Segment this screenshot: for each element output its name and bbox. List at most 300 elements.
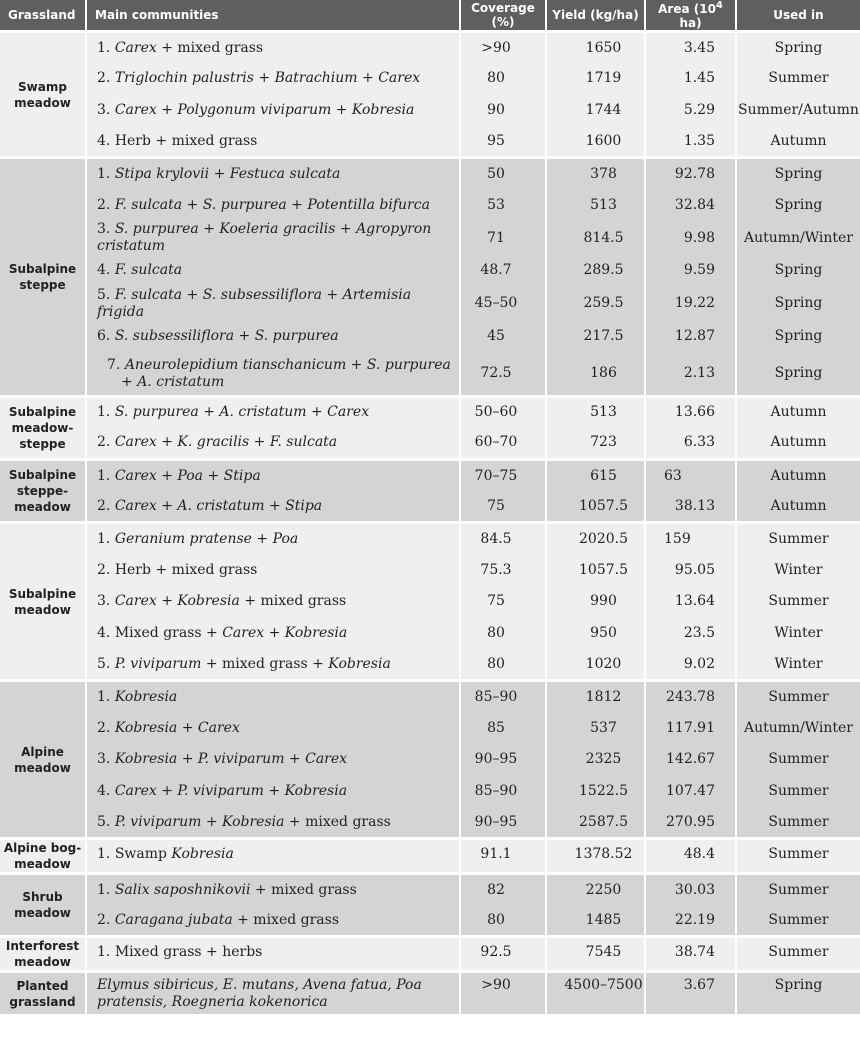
coverage-cell: 71 [460,221,546,255]
coverage-cell: 60–70 [460,428,546,460]
header-area-pre: Area (10 [658,2,716,17]
table-row [0,126,860,158]
community-text: + [182,286,203,303]
species-name: Kobresia [284,624,348,641]
species-name: Triglochin palustris [114,70,254,87]
species-name: A. cristatum [219,404,307,421]
yield-cell: 1719 [546,63,645,95]
community-cell [86,649,460,681]
community-text: + [251,530,273,547]
species-name: F. sulcata [114,262,183,279]
yield-cell: 2325 [546,744,645,776]
table-row [0,937,860,972]
community-text: + [121,373,138,390]
species-name: S. subsessiliflora [202,286,322,303]
area-cell: 9.02 [645,649,736,681]
area-cell: 48.4 [645,839,736,874]
coverage-cell: 91.1 [460,839,546,874]
row-number: 2. [97,434,115,451]
used-in-cell: Winter [736,554,860,586]
table-row [0,649,860,681]
used-in-cell: Spring [736,255,860,287]
table-row [0,775,860,807]
group-subalpine-meadow [0,523,860,681]
community-cell [86,352,460,396]
area-cell: 92.78 [645,158,736,190]
table-row [0,874,860,906]
species-name: Carex [114,102,157,119]
species-name: Koeleria gracilis [219,221,336,238]
grassland-type: Swamp meadow [0,32,86,158]
group-shrub-meadow [0,874,860,937]
area-cell: 107.47 [645,775,736,807]
community-text: + [264,497,286,514]
community-text: + [156,102,178,119]
row-number: 5. [97,813,115,830]
table-row [0,287,860,321]
table-row [0,158,860,190]
yield-cell: 513 [546,190,645,222]
species-name: Kobresia [328,655,391,672]
yield-cell: 217.5 [546,321,645,353]
species-name: S. purpurea [202,196,287,213]
row-number: 2. [97,911,115,928]
table-row [0,554,860,586]
species-name: Elymus sibiricus, E. mutans, Avena fatua, Poa pratensis, Roegneria kokenorica [97,977,422,1011]
row-number: 3. [97,102,115,119]
community-cell [86,491,460,523]
table-row [0,396,860,428]
row-number: 1. [97,881,115,898]
yield-cell: 814.5 [546,221,645,255]
coverage-cell: 80 [460,618,546,650]
community-text: + [253,70,275,87]
group-interforest-meadow [0,937,860,972]
community-cell [86,972,460,1016]
community-text: + [357,70,379,87]
row-number: 1. [97,467,115,484]
species-name: Kobresia [284,782,348,799]
yield-cell: 1650 [546,32,645,64]
used-in-cell: Spring [736,32,860,64]
used-in-cell: Summer [736,586,860,618]
yield-cell: 537 [546,712,645,744]
coverage-cell: 90–95 [460,744,546,776]
area-cell: 30.03 [645,874,736,906]
coverage-cell: 50 [460,158,546,190]
table-row [0,839,860,874]
row-number: 2. [97,561,115,578]
table-row [0,681,860,713]
used-in-cell: Autumn [736,491,860,523]
table-row [0,712,860,744]
table-row [0,32,860,64]
yield-cell: 7545 [546,937,645,972]
used-in-cell: Summer [736,839,860,874]
species-name: Carex [222,624,265,641]
community-text: + [177,719,198,736]
species-name: Carex [114,497,157,514]
yield-cell: 1485 [546,905,645,937]
species-name: Salix saposhnikovii [114,881,251,898]
used-in-cell: Autumn/Winter [736,712,860,744]
area-cell: 5.29 [645,95,736,127]
community-text: Mixed grass + herbs [114,944,263,961]
community-text: + [156,593,178,610]
area-cell: 12.87 [645,321,736,353]
coverage-cell: 80 [460,63,546,95]
species-name: Carex [327,404,370,421]
community-text: Herb + mixed grass [114,561,258,578]
area-cell: 6.33 [645,428,736,460]
yield-cell: 378 [546,158,645,190]
community-cell [86,63,460,95]
community-cell [86,321,460,353]
yield-cell: 186 [546,352,645,396]
used-in-cell: Winter [736,618,860,650]
header-area-post: ha) [679,16,702,31]
yield-cell: 615 [546,460,645,492]
used-in-cell: Spring [736,158,860,190]
species-name: Polygonum viviparum [177,102,332,119]
community-text: + mixed grass [239,593,347,610]
community-cell [86,396,460,428]
row-number: 1. [97,166,115,183]
community-cell [86,126,460,158]
community-text: Swamp [114,846,172,863]
species-name: P. viviparum [114,655,202,672]
header-area [645,0,736,32]
used-in-cell: Autumn [736,428,860,460]
used-in-cell: Summer [736,874,860,906]
community-cell [86,221,460,255]
grassland-type: Alpine meadow [0,681,86,839]
species-name: Kobresia [114,751,178,768]
yield-cell: 1744 [546,95,645,127]
area-cell: 3.45 [645,32,736,64]
community-text: + [335,221,357,238]
header-coverage: Coverage (%) [460,0,546,32]
coverage-cell: >90 [460,32,546,64]
community-cell [86,937,460,972]
species-name: Kobresia [351,102,415,119]
row-number: 1. [97,530,115,547]
species-name: Stipa [285,497,323,514]
community-cell [86,523,460,555]
grassland-type: Interforest meadow [0,937,86,972]
used-in-cell: Spring [736,287,860,321]
group-subalpine-steppe-meadow [0,460,860,523]
area-cell: 142.67 [645,744,736,776]
used-in-cell: Summer [736,937,860,972]
species-name: A. cristatum [177,497,265,514]
row-number: 5. [97,655,115,672]
row-number: 3. [97,751,115,768]
community-text: + mixed grass + [201,655,329,672]
species-name: Carex [378,70,421,87]
header-yield: Yield (kg/ha) [546,0,645,32]
coverage-cell: 84.5 [460,523,546,555]
grassland-type: Subalpine steppe [0,158,86,396]
community-text: + [182,196,203,213]
area-cell: 1.45 [645,63,736,95]
species-name: P. viviparum [114,813,202,830]
used-in-cell: Autumn [736,396,860,428]
community-text: + [306,404,328,421]
grassland-type: Planted grassland [0,972,86,1016]
coverage-cell: 75 [460,586,546,618]
table-row [0,905,860,937]
species-name: Carex [114,593,157,610]
community-text: + [156,467,178,484]
community-text: + [156,434,178,451]
yield-cell: 950 [546,618,645,650]
community-text: + [198,221,220,238]
row-number: 2. [97,719,115,736]
yield-cell: 723 [546,428,645,460]
species-name: F. sulcata [114,196,183,213]
community-cell [86,807,460,839]
yield-cell: 990 [546,586,645,618]
community-cell [86,905,460,937]
used-in-cell: Autumn [736,126,860,158]
yield-cell: 1057.5 [546,491,645,523]
species-name: Artemisia frigida [97,286,412,320]
coverage-cell: 48.7 [460,255,546,287]
area-cell: 1.35 [645,126,736,158]
row-number: 5. [97,286,115,303]
species-name: S. subsessiliflora [114,328,235,345]
coverage-cell: 90 [460,95,546,127]
community-cell [86,287,460,321]
community-text: + [249,434,270,451]
used-in-cell: Summer [736,775,860,807]
row-number: 7. [107,356,125,373]
coverage-cell: 70–75 [460,460,546,492]
coverage-cell: 95 [460,126,546,158]
used-in-cell: Spring [736,190,860,222]
used-in-cell: Summer [736,523,860,555]
community-cell [86,775,460,807]
species-name: S. purpurea [114,221,199,238]
yield-cell: 513 [546,396,645,428]
community-cell [86,839,460,874]
area-cell: 19.22 [645,287,736,321]
used-in-cell: Autumn [736,460,860,492]
coverage-cell: 85 [460,712,546,744]
row-number: 1. [97,944,115,961]
coverage-cell: 85–90 [460,681,546,713]
area-cell: 38.74 [645,937,736,972]
community-cell [86,428,460,460]
grassland-type: Shrub meadow [0,874,86,937]
yield-cell: 1378.52 [546,839,645,874]
grassland-type: Alpine bog-meadow [0,839,86,874]
area-cell: 95.05 [645,554,736,586]
yield-cell: 1020 [546,649,645,681]
yield-cell: 4500–7500 [546,972,645,1016]
table-row [0,972,860,1016]
community-text: + mixed grass [156,39,264,56]
species-name: P. viviparum [177,782,264,799]
coverage-cell: 50–60 [460,396,546,428]
yield-cell: 1057.5 [546,554,645,586]
species-name: Carex [114,467,157,484]
used-in-cell: Summer [736,63,860,95]
community-text: + [203,467,224,484]
area-cell: 159 [645,523,736,555]
row-number: 1. [97,404,115,421]
species-name: A. cristatum [137,373,225,390]
coverage-cell: 75.3 [460,554,546,586]
area-cell: 32.84 [645,190,736,222]
species-name: S. purpurea [114,404,199,421]
yield-cell: 1522.5 [546,775,645,807]
species-name: Stipa [223,467,261,484]
yield-cell: 2587.5 [546,807,645,839]
yield-cell: 2250 [546,874,645,906]
species-name: Caragana jubata [114,911,233,928]
used-in-cell: Summer [736,681,860,713]
area-cell: 9.98 [645,221,736,255]
group-alpine-meadow [0,681,860,839]
table-row [0,586,860,618]
used-in-cell: Winter [736,649,860,681]
community-text: + [321,286,343,303]
row-number: 6. [97,328,115,345]
row-number: 1. [97,846,115,863]
species-name: Batrachium [274,70,358,87]
table-row [0,352,860,396]
group-alpine-bog-meadow [0,839,860,874]
area-cell: 13.66 [645,396,736,428]
species-name: Carex [114,39,157,56]
table-row [0,491,860,523]
table-row [0,428,860,460]
species-name: Stipa krylovii [114,166,210,183]
table-row [0,321,860,353]
species-name: F. sulcata [114,286,183,303]
coverage-cell: 90–95 [460,807,546,839]
community-cell [86,95,460,127]
grassland-type: Subalpine meadow [0,523,86,681]
row-number: 3. [97,593,115,610]
community-text: + [234,328,255,345]
species-name: Carex [114,434,157,451]
row-number: 2. [97,70,115,87]
table-row [0,190,860,222]
grassland-type: Subalpine meadow-steppe [0,396,86,459]
community-cell [86,190,460,222]
community-text: + [201,813,223,830]
species-name: Aneurolepidium tianschanicum [124,356,347,373]
species-name: S. purpurea [254,328,339,345]
row-number: 4. [97,132,115,149]
community-cell [86,460,460,492]
header-used: Used in [736,0,860,32]
row-number: 2. [97,497,115,514]
species-name: Kobresia [171,846,234,863]
species-name: Carex [114,782,157,799]
community-text: + mixed grass [284,813,391,830]
table-row [0,523,860,555]
community-cell [86,618,460,650]
area-cell: 63 [645,460,736,492]
row-number: 4. [97,782,115,799]
area-cell: 22.19 [645,905,736,937]
community-text: + [346,356,367,373]
species-name: Geranium pratense [114,530,252,547]
table-row [0,460,860,492]
yield-cell: 1812 [546,681,645,713]
species-name: Potentilla bifurca [307,196,430,213]
row-number: 4. [97,262,115,279]
coverage-cell: 75 [460,491,546,523]
community-text: Mixed grass + [114,624,223,641]
yield-cell: 259.5 [546,287,645,321]
community-text: Herb + mixed grass [114,132,258,149]
community-cell [86,32,460,64]
grassland-type: Subalpine steppe-meadow [0,460,86,523]
table-row [0,744,860,776]
community-text: + [198,404,220,421]
group-planted-grassland [0,972,860,1016]
table-row [0,618,860,650]
area-cell: 13.64 [645,586,736,618]
area-cell: 9.59 [645,255,736,287]
used-in-cell: Spring [736,352,860,396]
used-in-cell: Summer [736,807,860,839]
community-cell [86,681,460,713]
species-name: Kobresia [114,688,178,705]
species-name: P. viviparum [197,751,285,768]
table-row [0,95,860,127]
yield-cell: 1600 [546,126,645,158]
coverage-cell: 80 [460,649,546,681]
species-name: F. sulcata [269,434,338,451]
coverage-cell: 80 [460,905,546,937]
coverage-cell: 92.5 [460,937,546,972]
yield-cell: 2020.5 [546,523,645,555]
community-cell [86,586,460,618]
species-name: Poa [272,530,299,547]
community-cell [86,255,460,287]
community-text: + [264,624,285,641]
header-communities: Main communities [86,0,460,32]
species-name: Festuca sulcata [229,166,341,183]
coverage-cell: 72.5 [460,352,546,396]
community-cell [86,158,460,190]
coverage-cell: >90 [460,972,546,1016]
used-in-cell: Autumn/Winter [736,221,860,255]
community-text: + [331,102,352,119]
area-cell: 23.5 [645,618,736,650]
group-swamp-meadow [0,32,860,158]
community-text: + [263,782,285,799]
header-grassland: Grassland [0,0,86,32]
coverage-cell: 45 [460,321,546,353]
used-in-cell: Summer [736,905,860,937]
row-number: 1. [97,688,115,705]
used-in-cell: Summer/Autumn [736,95,860,127]
community-text: + [286,196,308,213]
species-name: Poa [177,467,204,484]
species-name: Carex [305,751,348,768]
table-row [0,221,860,255]
row-number: 4. [97,624,115,641]
species-name: Agropyron cristatum [97,221,432,255]
community-text: + [177,751,198,768]
